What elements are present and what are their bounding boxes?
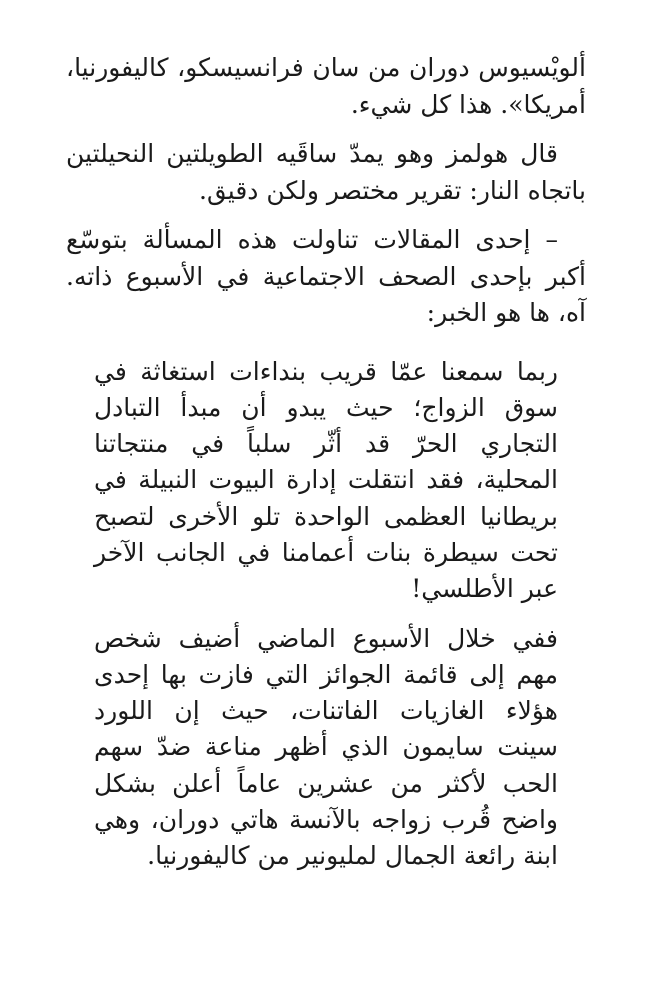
quote-paragraph-2: ففي خلال الأسبوع الماضي أضيف شخص مهم إلى قائمة الجوائز التي فازت بها إحدى هؤلاء الغازيات الفاتنات، حيث إن اللورد سينت سايمون الذي أظهر مناعة ضدّ سهم الحب لأكثر من عشرين عاماً أعلن بشكل واضح قُرب زواجه بالآنسة هاتي دوران، وهي ابنة رائعة الجمال لمليونير من كاليفورنيا.: [94, 623, 558, 871]
paragraph-1: ألويْسيوس دوران من سان فرانسيسكو، كاليفورنيا، أمريكا». هذا كل شيء.: [66, 53, 586, 119]
paragraph-2: قال هولمز وهو يمدّ ساقَيه الطويلتين النحيلتين باتجاه النار: تقرير مختصر ولكن دقيق.: [66, 139, 586, 205]
paragraph-3: – إحدى المقالات تناولت هذه المسألة بتوسّع أكبر بإحدى الصحف الاجتماعية في الأسبوع ذاته. آه، ها هو الخبر:: [66, 225, 586, 327]
quote-paragraph-1: ربما سمعنا عمّا قريب بنداءات استغاثة في سوق الزواج؛ حيث يبدو أن مبدأ التبادل التجاري الحرّ قد أثّر سلباً في منتجاتنا المحلية، فقد انتقلت إدارة البيوت النبيلة في بريطانيا العظمى الواحدة تلو الأخرى لتصبح تحت سيطرة بنات أعمامنا في الجانب الآخر عبر الأطلسي!: [94, 356, 558, 604]
newspaper-quote: [66, 354, 586, 875]
book-page: [66, 50, 586, 888]
